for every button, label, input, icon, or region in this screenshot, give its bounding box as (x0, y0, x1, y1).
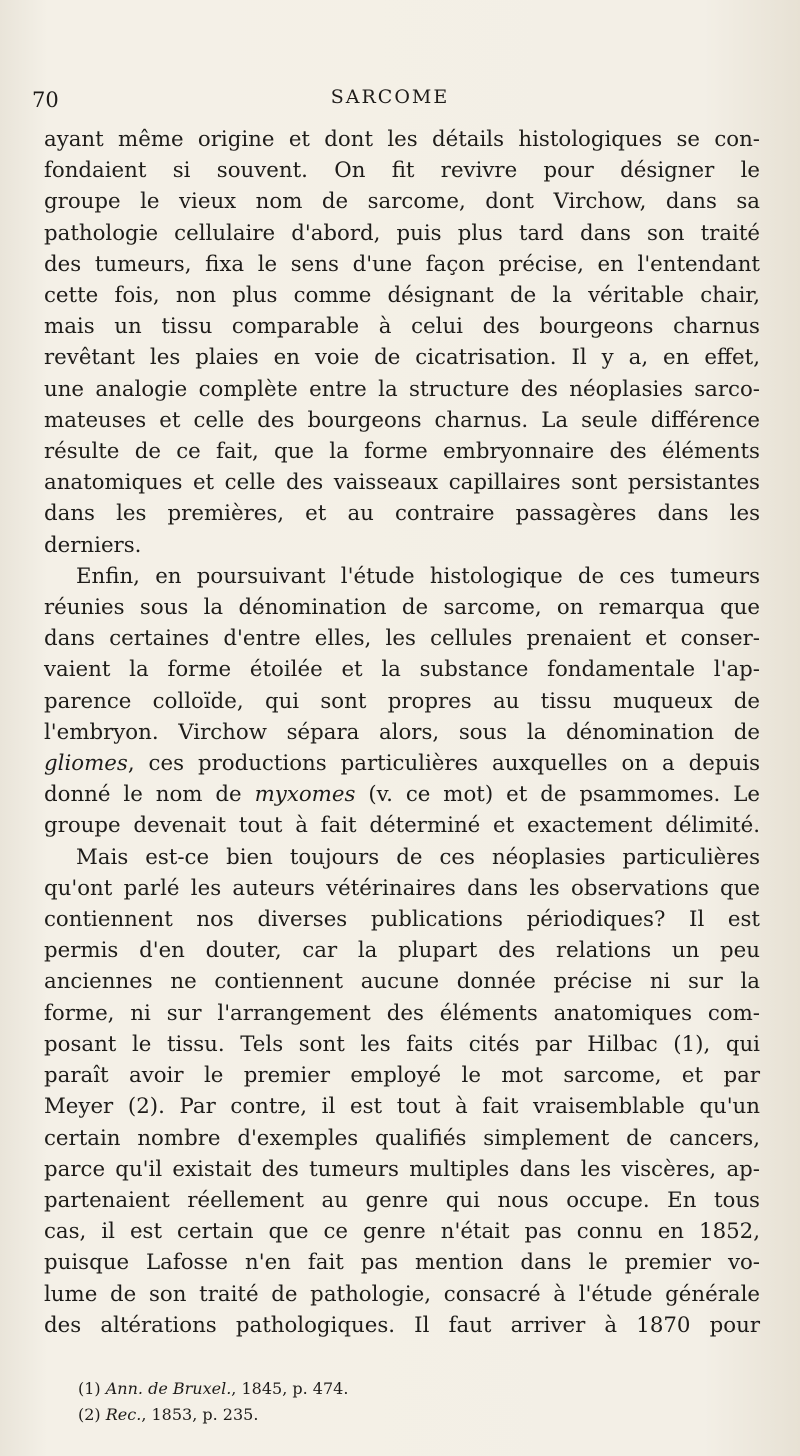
text-line: vaient la forme étoilée et la substance fondamentale l'ap- (44, 657, 760, 683)
footnote-reference: , 1845, p. 474. (231, 1379, 349, 1398)
text-line: pathologie cellulaire d'abord, puis plus tard dans son traité (44, 220, 760, 246)
text-run: (v. ce mot) et de psammomes. Le (355, 782, 760, 808)
paragraph (44, 842, 760, 1341)
text-line: des altérations pathologiques. Il faut arriver à 1870 pour (44, 1312, 760, 1338)
text-line: lume de son traité de pathologie, consacré à l'étude générale (44, 1281, 760, 1307)
text-line: qu'ont parlé les auteurs vétérinaires dans les observations que (44, 875, 760, 901)
text-line: cas, il est certain que ce genre n'était pas connu en 1852, (44, 1219, 760, 1245)
text-line: groupe le vieux nom de sarcome, dont Virchow, dans sa (44, 189, 760, 215)
text-line: contiennent nos diverses publications périodiques? Il est (44, 907, 760, 933)
text-line: anatomiques et celle des vaisseaux capillaires sont persistantes (44, 470, 760, 496)
text-line: Meyer (2). Par contre, il est tout à fait vraisemblable qu'un (44, 1094, 760, 1120)
text-line: Mais est-ce bien toujours de ces néoplasies particulières (76, 844, 760, 870)
text-line: revêtant les plaies en voie de cicatrisation. Il y a, en effet, (44, 345, 760, 371)
text-line: certain nombre d'exemples qualifiés simplement de cancers, (44, 1125, 760, 1151)
footnote-source: Rec. (105, 1405, 142, 1424)
text-line: résulte de ce fait, que la forme embryonnaire des éléments (44, 439, 760, 465)
text-line: ayant même origine et dont les détails histologiques se con- (44, 127, 760, 152)
text-line: forme, ni sur l'arrangement des éléments anatomiques com- (44, 1000, 760, 1026)
text-line (44, 779, 760, 810)
text-line: fondaient si souvent. On fit revivre pour désigner le (44, 158, 760, 184)
text-line (44, 748, 760, 779)
text-line: derniers. (44, 532, 142, 558)
text-line: dans certaines d'entre elles, les cellules prenaient et conser- (44, 626, 760, 652)
text-line: dans les premières, et au contraire passagères dans les (44, 501, 760, 527)
text-line: une analogie complète entre la structure des néoplasies sarco- (44, 376, 760, 402)
paragraph (44, 561, 760, 842)
running-title: SARCOME (330, 86, 450, 108)
text-line: partenaient réellement au genre qui nous occupe. En tous (44, 1187, 760, 1213)
text-line: des tumeurs, fixa le sens d'une façon précise, en l'entendant (44, 251, 760, 277)
text-line: puisque Lafosse n'en fait pas mention dans le premier vo- (44, 1250, 760, 1276)
paragraph (44, 124, 760, 561)
footnote-source: Ann. de Bruxel. (105, 1379, 232, 1398)
text-line: parce qu'il existait des tumeurs multiples dans les viscères, ap- (44, 1156, 760, 1182)
text-line: parence colloïde, qui sont propres au tissu muqueux de (44, 688, 760, 714)
footnote-reference: , 1853, p. 235. (141, 1405, 259, 1424)
text-line: posant le tissu. Tels sont les faits cités par Hilbac (1), qui (44, 1031, 760, 1057)
text-line: réunies sous la dénomination de sarcome, on remarqua que (44, 595, 760, 621)
footnote-number: (1) (78, 1379, 106, 1398)
footnote-1 (78, 1376, 678, 1402)
text-run: donné le nom de (44, 782, 255, 808)
text-line: anciennes ne contiennent aucune donnée précise ni sur la (44, 969, 760, 995)
text-line: paraît avoir le premier employé le mot sarcome, et par (44, 1063, 760, 1089)
text-line: mais un tissu comparable à celui des bourgeons charnus (44, 314, 760, 340)
body-text (44, 124, 760, 1341)
footnotes (78, 1376, 678, 1428)
text-line: l'embryon. Virchow sépara alors, sous la dénomination de (44, 719, 760, 745)
footnote-number: (2) (78, 1405, 106, 1424)
italic-term: gliomes (44, 751, 128, 777)
text-line: groupe devenait tout à fait déterminé et exactement délimité. (44, 813, 760, 839)
page-number: 70 (32, 88, 59, 112)
text-run: , ces productions particulières auxquelles on a depuis (127, 751, 760, 777)
text-line: cette fois, non plus comme désignant de la véritable chair, (44, 283, 760, 309)
text-line: mateuses et celle des bourgeons charnus. La seule différence (44, 407, 760, 433)
footnote-2 (78, 1402, 678, 1428)
text-line: permis d'en douter, car la plupart des relations un peu (44, 938, 760, 964)
italic-term: myxomes (254, 782, 356, 808)
text-line: Enfin, en poursuivant l'étude histologique de ces tumeurs (76, 563, 760, 589)
